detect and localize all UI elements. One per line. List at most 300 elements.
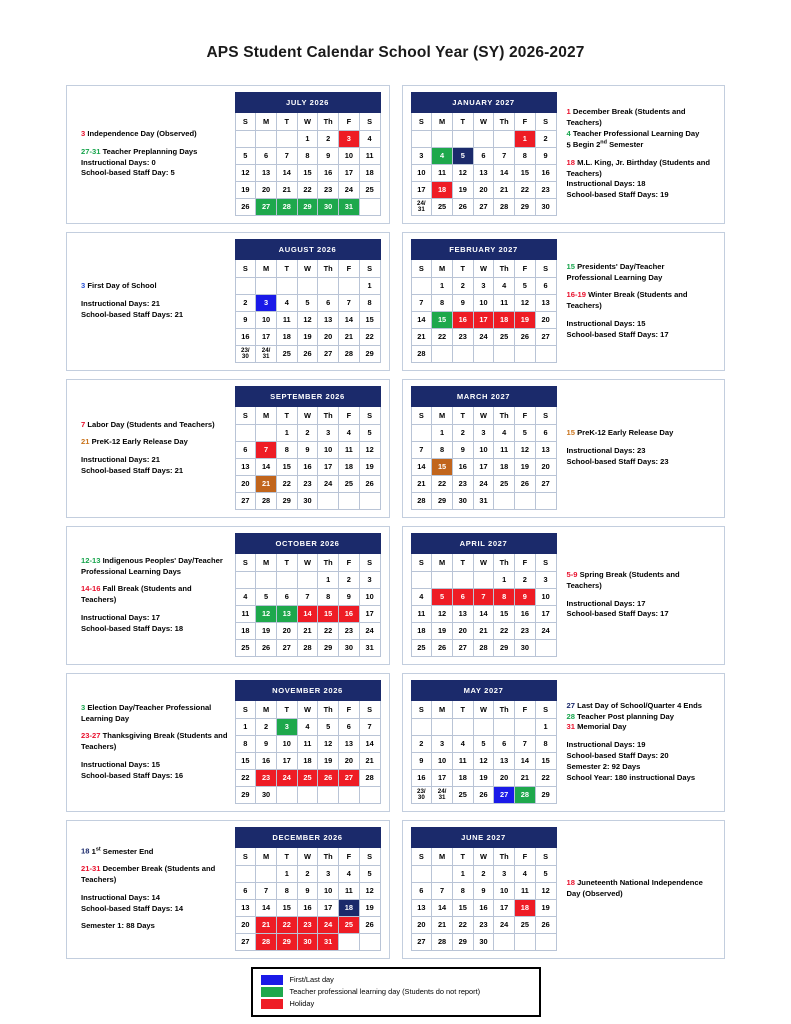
calendar-day-cell[interactable]: 18 [411,623,432,640]
calendar-day-cell[interactable]: 14 [473,606,494,623]
calendar-day-cell[interactable]: 30 [473,934,494,951]
calendar-day-cell[interactable]: 12 [256,606,277,623]
calendar-day-cell[interactable]: 28 [339,346,360,363]
calendar-day-cell[interactable]: 15 [276,459,297,476]
calendar-day-cell[interactable]: 29 [276,934,297,951]
calendar-day-cell[interactable]: 21 [339,329,360,346]
calendar-day-cell[interactable]: 28 [359,770,380,787]
calendar-day-cell[interactable]: 18 [339,900,360,917]
calendar-day-cell[interactable]: 27 [318,346,339,363]
calendar-day-cell[interactable]: 25 [494,476,515,493]
calendar-day-cell[interactable]: 23 [297,476,318,493]
calendar-day-cell[interactable]: 20 [235,476,256,493]
calendar-day-cell[interactable]: 2 [318,131,339,148]
calendar-day-cell[interactable]: 26 [452,199,473,216]
calendar-day-cell[interactable]: 26 [432,640,453,657]
calendar-day-cell[interactable]: 29 [494,640,515,657]
calendar-day-cell[interactable]: 9 [318,148,339,165]
calendar-day-cell[interactable]: 22 [452,917,473,934]
calendar-day-cell[interactable]: 17 [411,182,432,199]
calendar-day-cell[interactable]: 4 [411,589,432,606]
calendar-day-cell[interactable] [256,346,277,363]
calendar-day-cell[interactable]: 15 [515,165,536,182]
calendar-day-cell[interactable]: 24 [318,476,339,493]
calendar-day-cell[interactable]: 3 [339,131,360,148]
calendar-day-cell[interactable]: 25 [235,640,256,657]
calendar-day-cell[interactable]: 3 [359,572,380,589]
calendar-day-cell[interactable]: 4 [276,295,297,312]
calendar-day-cell[interactable]: 8 [276,883,297,900]
calendar-day-cell[interactable]: 5 [452,148,473,165]
calendar-day-cell[interactable]: 29 [297,199,318,216]
calendar-day-cell[interactable] [235,346,256,363]
calendar-day-cell[interactable]: 25 [411,640,432,657]
calendar-day-cell[interactable]: 25 [359,182,380,199]
calendar-day-cell[interactable]: 8 [432,295,453,312]
calendar-day-cell[interactable]: 18 [235,623,256,640]
calendar-day-cell[interactable]: 26 [473,787,494,804]
calendar-day-cell[interactable]: 30 [339,640,360,657]
calendar-day-cell[interactable]: 25 [432,199,453,216]
calendar-day-cell[interactable]: 28 [494,199,515,216]
calendar-day-cell[interactable]: 22 [297,182,318,199]
calendar-day-cell[interactable]: 2 [256,719,277,736]
calendar-day-cell[interactable]: 21 [494,182,515,199]
calendar-day-cell[interactable]: 9 [297,442,318,459]
calendar-day-cell[interactable]: 16 [452,312,473,329]
calendar-day-cell[interactable]: 3 [276,719,297,736]
calendar-day-cell[interactable]: 9 [535,148,556,165]
calendar-day-cell[interactable]: 21 [359,753,380,770]
calendar-day-cell[interactable]: 17 [535,606,556,623]
calendar-day-cell[interactable]: 7 [297,589,318,606]
calendar-day-cell[interactable]: 27 [535,476,556,493]
calendar-day-cell[interactable]: 14 [256,900,277,917]
calendar-day-cell[interactable]: 31 [339,199,360,216]
calendar-day-cell[interactable]: 16 [318,165,339,182]
calendar-day-cell[interactable]: 15 [276,900,297,917]
calendar-day-cell[interactable]: 2 [297,866,318,883]
calendar-day-cell[interactable]: 13 [473,165,494,182]
calendar-day-cell[interactable]: 26 [256,640,277,657]
calendar-day-cell[interactable]: 18 [297,753,318,770]
calendar-day-cell[interactable]: 8 [297,148,318,165]
calendar-day-cell[interactable]: 4 [339,866,360,883]
calendar-day-cell[interactable]: 14 [339,312,360,329]
calendar-day-cell[interactable]: 19 [359,900,380,917]
calendar-day-cell[interactable]: 27 [494,787,515,804]
calendar-day-cell[interactable]: 11 [452,753,473,770]
calendar-day-cell[interactable]: 28 [432,934,453,951]
calendar-day-cell[interactable]: 30 [515,640,536,657]
calendar-day-cell[interactable]: 24 [339,182,360,199]
calendar-day-cell[interactable]: 11 [432,165,453,182]
calendar-day-cell[interactable]: 27 [339,770,360,787]
calendar-day-cell[interactable]: 12 [297,312,318,329]
calendar-day-cell[interactable]: 18 [432,182,453,199]
calendar-day-cell[interactable]: 28 [473,640,494,657]
calendar-day-cell[interactable]: 30 [318,199,339,216]
calendar-day-cell[interactable]: 20 [339,753,360,770]
calendar-day-cell[interactable]: 25 [276,346,297,363]
calendar-day-cell[interactable]: 18 [339,459,360,476]
calendar-day-cell[interactable]: 11 [359,148,380,165]
calendar-day-cell[interactable]: 30 [535,199,556,216]
calendar-day-cell[interactable]: 5 [359,425,380,442]
calendar-day-cell[interactable]: 5 [515,278,536,295]
calendar-day-cell[interactable]: 1 [297,131,318,148]
calendar-day-cell[interactable]: 11 [339,883,360,900]
calendar-day-cell[interactable]: 29 [276,493,297,510]
calendar-day-cell[interactable]: 1 [432,278,453,295]
calendar-day-cell[interactable]: 26 [359,917,380,934]
calendar-day-cell[interactable]: 1 [318,572,339,589]
calendar-day-cell[interactable]: 10 [318,883,339,900]
calendar-day-cell[interactable]: 1 [235,719,256,736]
calendar-day-cell[interactable]: 10 [318,442,339,459]
calendar-day-cell[interactable]: 20 [318,329,339,346]
calendar-day-cell[interactable]: 3 [411,148,432,165]
calendar-day-cell[interactable]: 21 [515,770,536,787]
calendar-day-cell[interactable]: 23 [473,917,494,934]
calendar-day-cell[interactable]: 3 [535,572,556,589]
calendar-day-cell[interactable]: 30 [297,493,318,510]
calendar-day-cell[interactable]: 19 [359,459,380,476]
calendar-day-cell[interactable]: 21 [256,917,277,934]
calendar-day-cell[interactable]: 6 [473,148,494,165]
calendar-day-cell[interactable]: 13 [411,900,432,917]
calendar-day-cell[interactable]: 4 [452,736,473,753]
calendar-day-cell[interactable]: 11 [494,295,515,312]
calendar-day-cell[interactable]: 24 [318,917,339,934]
calendar-day-cell[interactable]: 28 [276,199,297,216]
calendar-day-cell[interactable]: 1 [494,572,515,589]
calendar-day-cell[interactable]: 19 [235,182,256,199]
calendar-day-cell[interactable]: 31 [318,934,339,951]
calendar-day-cell[interactable]: 27 [473,199,494,216]
calendar-day-cell[interactable]: 22 [235,770,256,787]
calendar-day-cell[interactable] [411,787,432,804]
calendar-day-cell[interactable]: 9 [473,883,494,900]
calendar-day-cell[interactable]: 17 [432,770,453,787]
calendar-day-cell[interactable]: 5 [473,736,494,753]
calendar-day-cell[interactable]: 10 [276,736,297,753]
calendar-day-cell[interactable]: 27 [256,199,277,216]
calendar-day-cell[interactable]: 14 [297,606,318,623]
calendar-day-cell[interactable]: 21 [473,623,494,640]
calendar-day-cell[interactable]: 8 [494,589,515,606]
calendar-day-cell[interactable]: 29 [318,640,339,657]
calendar-day-cell[interactable]: 15 [494,606,515,623]
calendar-day-cell[interactable]: 16 [297,900,318,917]
calendar-day-cell[interactable]: 4 [494,278,515,295]
calendar-day-cell[interactable]: 1 [359,278,380,295]
calendar-day-cell[interactable]: 17 [318,900,339,917]
calendar-day-cell[interactable]: 21 [411,476,432,493]
calendar-day-cell[interactable]: 10 [432,753,453,770]
calendar-day-cell[interactable] [411,199,432,216]
calendar-day-cell[interactable]: 29 [432,493,453,510]
calendar-day-cell[interactable]: 14 [276,165,297,182]
calendar-day-cell[interactable]: 17 [473,312,494,329]
calendar-day-cell[interactable]: 23 [515,623,536,640]
calendar-day-cell[interactable]: 3 [318,425,339,442]
calendar-day-cell[interactable]: 18 [494,459,515,476]
calendar-day-cell[interactable]: 9 [297,883,318,900]
calendar-day-cell[interactable]: 15 [235,753,256,770]
calendar-day-cell[interactable]: 6 [339,719,360,736]
calendar-day-cell[interactable]: 23 [318,182,339,199]
calendar-day-cell[interactable]: 12 [515,295,536,312]
calendar-day-cell[interactable]: 17 [359,606,380,623]
calendar-day-cell[interactable]: 13 [318,312,339,329]
calendar-day-cell[interactable]: 2 [339,572,360,589]
calendar-day-cell[interactable]: 19 [318,753,339,770]
calendar-day-cell[interactable]: 10 [339,148,360,165]
calendar-day-cell[interactable]: 21 [256,476,277,493]
calendar-day-cell[interactable]: 10 [411,165,432,182]
calendar-day-cell[interactable]: 11 [515,883,536,900]
calendar-day-cell[interactable]: 13 [235,459,256,476]
calendar-day-cell[interactable]: 6 [235,883,256,900]
calendar-day-cell[interactable]: 11 [339,442,360,459]
calendar-day-cell[interactable]: 4 [339,425,360,442]
calendar-day-cell[interactable]: 20 [235,917,256,934]
calendar-day-cell[interactable]: 12 [452,165,473,182]
calendar-day-cell[interactable]: 4 [235,589,256,606]
calendar-day-cell[interactable]: 9 [256,736,277,753]
calendar-day-cell[interactable]: 21 [411,329,432,346]
calendar-day-cell[interactable]: 27 [276,640,297,657]
calendar-day-cell[interactable]: 24 [276,770,297,787]
calendar-day-cell[interactable]: 10 [535,589,556,606]
calendar-day-cell[interactable]: 26 [515,329,536,346]
calendar-day-cell[interactable]: 10 [473,295,494,312]
calendar-day-cell[interactable]: 20 [276,623,297,640]
calendar-day-cell[interactable]: 23 [452,476,473,493]
calendar-day-cell[interactable]: 20 [473,182,494,199]
calendar-day-cell[interactable]: 24 [359,623,380,640]
calendar-day-cell[interactable]: 26 [515,476,536,493]
calendar-day-cell[interactable]: 15 [452,900,473,917]
calendar-day-cell[interactable]: 28 [411,346,432,363]
calendar-day-cell[interactable]: 16 [535,165,556,182]
calendar-day-cell[interactable]: 5 [359,866,380,883]
calendar-day-cell[interactable]: 23 [452,329,473,346]
calendar-day-cell[interactable]: 17 [276,753,297,770]
calendar-day-cell[interactable]: 1 [515,131,536,148]
calendar-day-cell[interactable]: 28 [297,640,318,657]
calendar-day-cell[interactable]: 12 [318,736,339,753]
calendar-day-cell[interactable]: 17 [256,329,277,346]
calendar-day-cell[interactable]: 14 [411,459,432,476]
calendar-day-cell[interactable]: 19 [452,182,473,199]
calendar-day-cell[interactable]: 9 [339,589,360,606]
calendar-day-cell[interactable]: 9 [411,753,432,770]
calendar-day-cell[interactable]: 27 [411,934,432,951]
calendar-day-cell[interactable]: 2 [411,736,432,753]
calendar-day-cell[interactable]: 23 [256,770,277,787]
calendar-day-cell[interactable]: 11 [235,606,256,623]
calendar-day-cell[interactable]: 8 [235,736,256,753]
calendar-day-cell[interactable]: 25 [452,787,473,804]
calendar-day-cell[interactable]: 13 [276,606,297,623]
calendar-day-cell[interactable]: 2 [297,425,318,442]
calendar-day-cell[interactable]: 16 [235,329,256,346]
calendar-day-cell[interactable]: 25 [297,770,318,787]
calendar-day-cell[interactable]: 28 [411,493,432,510]
calendar-day-cell[interactable]: 17 [318,459,339,476]
calendar-day-cell[interactable]: 22 [515,182,536,199]
calendar-day-cell[interactable]: 15 [432,459,453,476]
calendar-day-cell[interactable]: 3 [432,736,453,753]
calendar-day-cell[interactable]: 18 [515,900,536,917]
calendar-day-cell[interactable]: 7 [276,148,297,165]
calendar-day-cell[interactable]: 8 [535,736,556,753]
calendar-day-cell[interactable]: 7 [473,589,494,606]
calendar-day-cell[interactable]: 19 [535,900,556,917]
calendar-day-cell[interactable]: 6 [535,278,556,295]
calendar-day-cell[interactable]: 11 [276,312,297,329]
calendar-day-cell[interactable]: 20 [452,623,473,640]
calendar-day-cell[interactable]: 5 [256,589,277,606]
calendar-day-cell[interactable]: 12 [432,606,453,623]
calendar-day-cell[interactable]: 15 [359,312,380,329]
calendar-day-cell[interactable]: 27 [235,493,256,510]
calendar-day-cell[interactable]: 13 [494,753,515,770]
calendar-day-cell[interactable]: 17 [339,165,360,182]
calendar-day-cell[interactable]: 25 [494,329,515,346]
calendar-day-cell[interactable]: 6 [276,589,297,606]
calendar-day-cell[interactable]: 13 [235,900,256,917]
calendar-day-cell[interactable]: 25 [339,917,360,934]
calendar-day-cell[interactable]: 9 [452,442,473,459]
calendar-day-cell[interactable]: 16 [515,606,536,623]
calendar-day-cell[interactable]: 19 [256,623,277,640]
calendar-day-cell[interactable]: 29 [359,346,380,363]
calendar-day-cell[interactable]: 8 [432,442,453,459]
calendar-day-cell[interactable]: 30 [452,493,473,510]
calendar-day-cell[interactable]: 7 [432,883,453,900]
calendar-day-cell[interactable]: 6 [235,442,256,459]
calendar-day-cell[interactable]: 16 [256,753,277,770]
calendar-day-cell[interactable]: 5 [515,425,536,442]
calendar-day-cell[interactable]: 13 [339,736,360,753]
calendar-day-cell[interactable]: 6 [535,425,556,442]
calendar-day-cell[interactable]: 31 [473,493,494,510]
calendar-day-cell[interactable]: 16 [452,459,473,476]
calendar-day-cell[interactable]: 31 [359,640,380,657]
calendar-day-cell[interactable]: 12 [535,883,556,900]
calendar-day-cell[interactable]: 22 [276,476,297,493]
calendar-day-cell[interactable]: 12 [359,442,380,459]
calendar-day-cell[interactable]: 19 [432,623,453,640]
calendar-day-cell[interactable]: 1 [276,866,297,883]
calendar-day-cell[interactable]: 18 [494,312,515,329]
calendar-day-cell[interactable]: 19 [515,459,536,476]
calendar-day-cell[interactable]: 5 [432,589,453,606]
calendar-day-cell[interactable]: 9 [452,295,473,312]
calendar-day-cell[interactable]: 11 [411,606,432,623]
calendar-day-cell[interactable]: 29 [535,787,556,804]
calendar-day-cell[interactable]: 21 [276,182,297,199]
calendar-day-cell[interactable]: 24 [494,917,515,934]
calendar-day-cell[interactable]: 21 [297,623,318,640]
calendar-day-cell[interactable]: 22 [535,770,556,787]
calendar-day-cell[interactable]: 7 [494,148,515,165]
calendar-day-cell[interactable]: 4 [494,425,515,442]
calendar-day-cell[interactable]: 15 [318,606,339,623]
calendar-day-cell[interactable]: 26 [297,346,318,363]
calendar-day-cell[interactable]: 18 [452,770,473,787]
calendar-day-cell[interactable]: 23 [297,917,318,934]
calendar-day-cell[interactable]: 29 [452,934,473,951]
calendar-day-cell[interactable]: 14 [359,736,380,753]
calendar-day-cell[interactable]: 3 [473,425,494,442]
calendar-day-cell[interactable]: 6 [318,295,339,312]
calendar-day-cell[interactable]: 26 [318,770,339,787]
calendar-day-cell[interactable]: 8 [515,148,536,165]
calendar-day-cell[interactable]: 10 [256,312,277,329]
calendar-day-cell[interactable]: 6 [452,589,473,606]
calendar-day-cell[interactable]: 1 [432,425,453,442]
calendar-day-cell[interactable]: 15 [535,753,556,770]
calendar-day-cell[interactable]: 22 [318,623,339,640]
calendar-day-cell[interactable]: 22 [432,476,453,493]
calendar-day-cell[interactable]: 10 [359,589,380,606]
calendar-day-cell[interactable]: 12 [359,883,380,900]
calendar-day-cell[interactable]: 4 [515,866,536,883]
calendar-day-cell[interactable] [432,787,453,804]
calendar-day-cell[interactable]: 12 [473,753,494,770]
calendar-day-cell[interactable]: 10 [473,442,494,459]
calendar-day-cell[interactable]: 29 [515,199,536,216]
calendar-day-cell[interactable]: 26 [535,917,556,934]
calendar-day-cell[interactable]: 30 [297,934,318,951]
calendar-day-cell[interactable]: 12 [515,442,536,459]
calendar-day-cell[interactable]: 21 [432,917,453,934]
calendar-day-cell[interactable]: 3 [318,866,339,883]
calendar-day-cell[interactable]: 28 [256,934,277,951]
calendar-day-cell[interactable]: 24 [473,476,494,493]
calendar-day-cell[interactable]: 7 [411,442,432,459]
calendar-day-cell[interactable]: 7 [359,719,380,736]
calendar-day-cell[interactable]: 23 [339,623,360,640]
calendar-day-cell[interactable]: 15 [432,312,453,329]
calendar-day-cell[interactable]: 7 [339,295,360,312]
calendar-day-cell[interactable]: 6 [411,883,432,900]
calendar-day-cell[interactable]: 7 [515,736,536,753]
calendar-day-cell[interactable]: 4 [432,148,453,165]
calendar-day-cell[interactable]: 22 [359,329,380,346]
calendar-day-cell[interactable]: 8 [318,589,339,606]
calendar-day-cell[interactable]: 19 [297,329,318,346]
calendar-day-cell[interactable]: 29 [235,787,256,804]
calendar-day-cell[interactable]: 20 [535,312,556,329]
calendar-day-cell[interactable]: 6 [256,148,277,165]
calendar-day-cell[interactable]: 14 [256,459,277,476]
calendar-day-cell[interactable]: 28 [515,787,536,804]
calendar-day-cell[interactable]: 25 [339,476,360,493]
calendar-day-cell[interactable]: 25 [515,917,536,934]
calendar-day-cell[interactable]: 2 [235,295,256,312]
calendar-day-cell[interactable]: 19 [515,312,536,329]
calendar-day-cell[interactable]: 5 [297,295,318,312]
calendar-day-cell[interactable]: 9 [235,312,256,329]
calendar-day-cell[interactable]: 4 [359,131,380,148]
calendar-day-cell[interactable]: 16 [297,459,318,476]
calendar-day-cell[interactable]: 13 [535,295,556,312]
